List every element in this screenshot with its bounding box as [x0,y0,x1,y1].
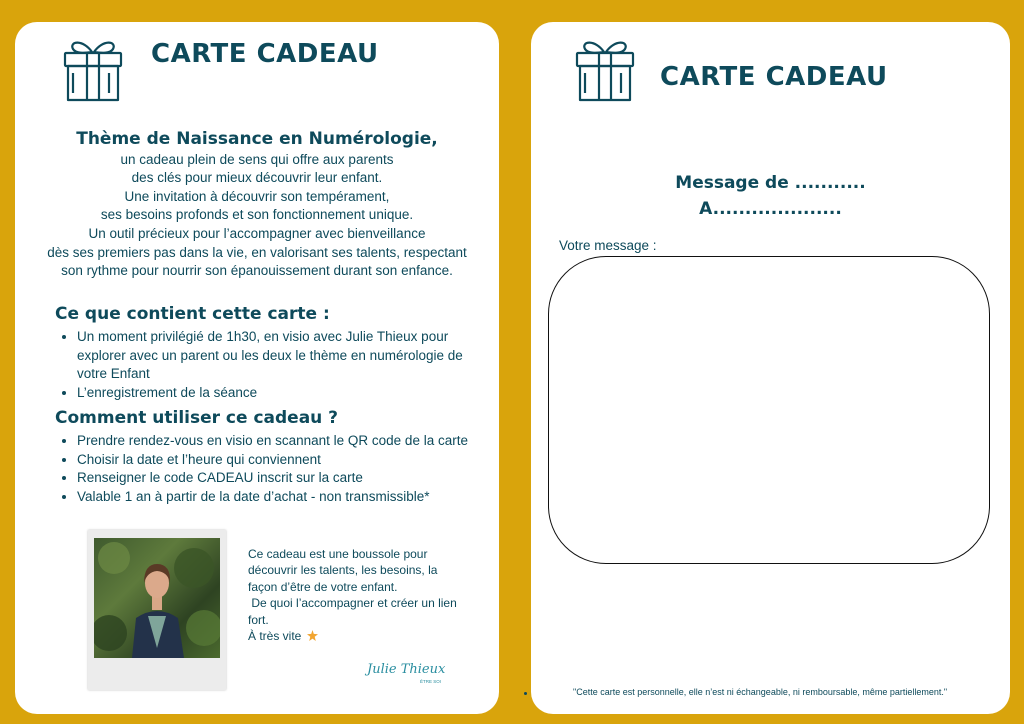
note-line-final [248,628,488,644]
intro-line: Une invitation à découvrir son tempérament, [124,188,390,204]
personal-note [248,546,488,644]
message-from-field[interactable]: Message de ........... [675,173,866,193]
note-line: découvrir les talents, les besoins, la [248,563,438,578]
contents-heading: Ce que contient cette carte : [55,304,330,324]
list-item: • Un moment privilégié de 1h30, en visio avec Julie Thieux pour explorer avec un parent ou les deux le thème en numérologie de votre Enfant [77,328,495,384]
usage-list [55,432,495,506]
card-title: CARTE CADEAU [660,62,888,92]
contents-list [55,328,495,402]
note-line: fort. [248,612,269,627]
note-line: De quoi l’accompagner et créer un lien [248,596,457,611]
list-item: • Prendre rendez-vous en visio en scannant le QR code de la carte [77,432,495,451]
polaroid-frame [88,530,226,690]
message-label: Votre message : [559,238,657,253]
intro-line: son rythme pour nourrir son épanouissement durant son enfance. [61,263,453,279]
intro-line: dès ses premiers pas dans la vie, en valorisant ses talents, respectant [47,244,467,260]
gift-card-back [531,22,1010,714]
card-title: CARTE CADEAU [151,39,379,69]
intro-block [15,130,499,281]
list-item: • L’enregistrement de la séance [77,384,495,403]
portrait-illustration [94,538,220,658]
note-line: À très vite [248,629,302,644]
usage-heading: Comment utiliser ce cadeau ? [55,408,339,428]
intro-line: des clés pour mieux découvrir leur enfant. [131,170,383,186]
note-line: Ce cadeau est une boussole pour [248,547,428,561]
intro-line: Un outil précieux pour l’accompagner avec bienveillance [88,225,426,241]
portrait-photo [94,538,220,658]
intro-line: ses besoins profonds et son fonctionnement unique. [100,207,414,223]
message-box[interactable] [548,256,990,564]
list-item: • Choisir la date et l’heure qui conviennent [77,451,495,470]
usage-section [55,408,495,506]
gift-card-front [15,22,499,714]
signature: Julie Thieux [367,662,446,677]
sparkle-icon [307,630,318,641]
footnote: "Cette carte est personnelle, elle n’est ni échangeable, ni remboursable, même partiellement." [573,687,948,697]
message-to-field[interactable]: A.................... [699,199,842,219]
intro-heading: Thème de Naissance en Numérologie, [76,129,438,149]
intro-line: un cadeau plein de sens qui offre aux parents [120,151,394,167]
signature-tagline: ÊTRE SOI [420,679,442,684]
contents-section [55,304,495,402]
list-item: • Renseigner le code CADEAU inscrit sur la carte [77,469,495,488]
gift-box-icon [573,37,637,103]
list-item: • Valable 1 an à partir de la date d’achat - non transmissible* [77,488,495,507]
gift-box-icon [61,37,125,103]
footnote-bullet-marker [524,692,527,695]
note-line: façon d’être de votre enfant. [248,579,398,594]
